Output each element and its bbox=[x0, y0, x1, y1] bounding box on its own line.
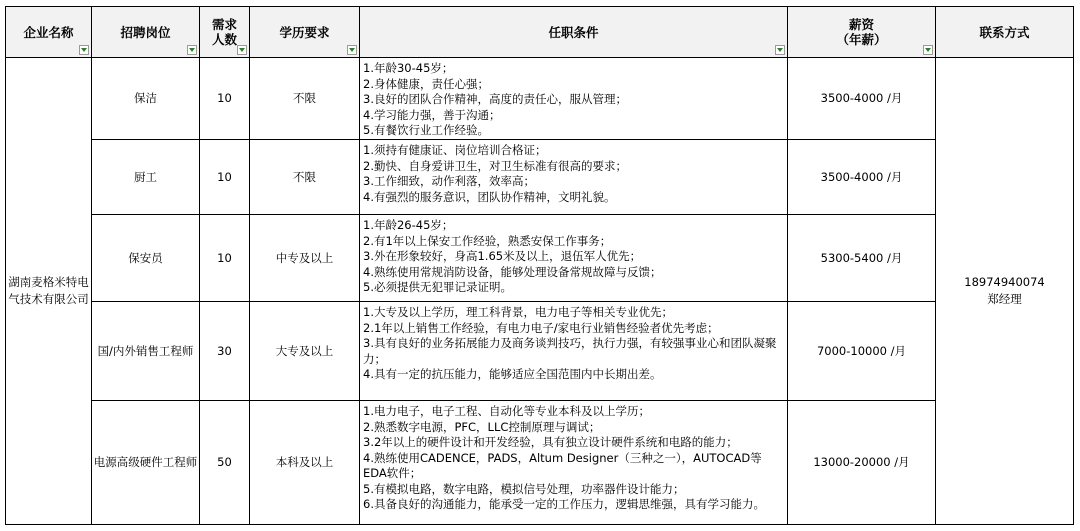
requirement-line: 2.1年以上销售工作经验，有电力电子/家电行业销售经验者优先考虑； bbox=[363, 320, 719, 335]
contact-phone: 18974940074 bbox=[964, 275, 1045, 289]
header-requirements-label: 任职条件 bbox=[548, 24, 599, 40]
filter-dropdown-headcount-icon[interactable] bbox=[237, 45, 247, 55]
requirement-line: 3.良好的团队合作精神，高度的责任心，服从管理； bbox=[363, 92, 627, 106]
requirement-line: 1.年龄30-45岁； bbox=[363, 61, 454, 75]
requirement-line: 1.电力电子，电子工程、自动化等专业本科及以上学历； bbox=[363, 404, 650, 418]
table-row bbox=[6, 215, 1074, 302]
header-position-label: 招聘岗位 bbox=[120, 24, 171, 40]
position-cell: 电源高级硬件工程师 bbox=[92, 401, 200, 525]
requirement-line: 2.熟悉数字电源，PFC，LLC控制原理与调试； bbox=[363, 419, 601, 434]
requirement-line: 4.熟练使用CADENCE，PADS，Altum Designer（三种之一），AUTOCAD等EDA软件； bbox=[363, 450, 762, 480]
salary-cell: 7000-10000 /月 bbox=[788, 302, 936, 401]
filter-dropdown-company-icon[interactable] bbox=[79, 45, 89, 55]
position-cell: 保安员 bbox=[92, 215, 200, 302]
contact-person: 郑经理 bbox=[987, 292, 1022, 306]
headcount-cell: 10 bbox=[200, 140, 250, 215]
table-row bbox=[6, 401, 1074, 525]
header-requirements bbox=[360, 7, 788, 58]
requirement-line: 4.熟练使用常规消防设备，能够处理设备常规故障与反馈； bbox=[363, 264, 662, 279]
requirement-line: 2.身体健康，责任心强； bbox=[363, 76, 489, 91]
requirement-line: 3.外在形象较好，身高1.65米及以上，退伍军人优先； bbox=[363, 249, 642, 263]
header-headcount bbox=[200, 7, 250, 58]
contact-cell bbox=[936, 58, 1074, 525]
filter-dropdown-requirements-icon[interactable] bbox=[775, 45, 785, 55]
requirement-line: 1.大专及以上学历，理工科背景，电力电子等相关专业优先； bbox=[363, 305, 673, 319]
education-cell: 大专及以上 bbox=[250, 302, 360, 401]
position-cell: 保洁 bbox=[92, 58, 200, 140]
header-headcount-label-2: 人数 bbox=[211, 32, 237, 47]
position-cell: 厨工 bbox=[92, 140, 200, 215]
education-cell: 本科及以上 bbox=[250, 401, 360, 525]
header-company-label: 企业名称 bbox=[23, 24, 74, 40]
headcount-cell: 50 bbox=[200, 401, 250, 525]
requirements-cell bbox=[360, 401, 788, 525]
header-education-label: 学历要求 bbox=[279, 24, 330, 40]
table-row bbox=[6, 302, 1074, 401]
header-contact bbox=[936, 7, 1074, 58]
headcount-cell: 10 bbox=[200, 58, 250, 140]
requirement-line: 2.有1年以上保安工作经验，熟悉安保工作事务； bbox=[363, 233, 612, 248]
requirement-line: 5.有餐饮行业工作经验。 bbox=[363, 123, 489, 137]
requirement-line: 3.具有良好的业务拓展能力及商务谈判技巧，执行力强，有较强事业心和团队凝聚力； bbox=[363, 336, 777, 366]
education-cell: 中专及以上 bbox=[250, 215, 360, 302]
header-education bbox=[250, 7, 360, 58]
salary-cell: 5300-5400 /月 bbox=[788, 215, 936, 302]
requirement-line: 2.勤快、自身爱讲卫生，对卫生标准有很高的要求； bbox=[363, 158, 627, 173]
company-name-cell: 湖南麦格米特电气技术有限公司 bbox=[6, 58, 92, 525]
filter-dropdown-salary-icon[interactable] bbox=[923, 45, 933, 55]
requirements-cell bbox=[360, 302, 788, 401]
requirement-line: 4.有强烈的服务意识，团队协作精神，文明礼貌。 bbox=[363, 189, 616, 204]
header-salary bbox=[788, 7, 936, 58]
filter-dropdown-position-icon[interactable] bbox=[187, 45, 197, 55]
header-company bbox=[6, 7, 92, 58]
headcount-cell: 10 bbox=[200, 215, 250, 302]
header-salary-label-1: 薪资 bbox=[848, 17, 874, 32]
salary-cell: 13000-20000 /月 bbox=[788, 401, 936, 525]
headcount-cell: 30 bbox=[200, 302, 250, 401]
table-row bbox=[6, 58, 1074, 140]
requirement-line: 6.具备良好的沟通能力，能承受一定的工作压力，逻辑思维强，具有学习能力。 bbox=[363, 497, 765, 511]
table-row bbox=[6, 140, 1074, 215]
requirement-line: 5.有模拟电路，数字电路，模拟信号处理，功率器件设计能力； bbox=[363, 481, 685, 496]
requirement-line: 3.工作细致，动作利落，效率高； bbox=[363, 174, 535, 188]
header-position bbox=[92, 7, 200, 58]
education-cell: 不限 bbox=[250, 140, 360, 215]
position-cell: 国/内外销售工程师 bbox=[92, 302, 200, 401]
requirements-cell bbox=[360, 215, 788, 302]
requirement-line: 5.必须提供无犯罪记录证明。 bbox=[363, 280, 512, 294]
requirements-cell bbox=[360, 58, 788, 140]
recruitment-sheet bbox=[5, 6, 1074, 525]
salary-cell: 3500-4000 /月 bbox=[788, 140, 936, 215]
recruitment-table bbox=[5, 6, 1074, 525]
salary-cell: 3500-4000 /月 bbox=[788, 58, 936, 140]
header-row bbox=[6, 7, 1074, 58]
requirements-cell bbox=[360, 140, 788, 215]
requirement-line: 3.2年以上的硬件设计和开发经验，具有独立设计硬件系统和电路的能力； bbox=[363, 435, 738, 449]
requirement-line: 4.学习能力强，善于沟通； bbox=[363, 107, 501, 122]
header-contact-label: 联系方式 bbox=[979, 24, 1030, 40]
header-headcount-label-1: 需求 bbox=[211, 17, 237, 32]
requirement-line: 1.须持有健康证、岗位培训合格证； bbox=[363, 143, 547, 157]
requirement-line: 4.具有一定的抗压能力，能够适应全国范围内中长期出差。 bbox=[363, 367, 662, 381]
header-salary-label-2: （年薪） bbox=[836, 32, 887, 47]
filter-dropdown-education-icon[interactable] bbox=[347, 45, 357, 55]
education-cell: 不限 bbox=[250, 58, 360, 140]
requirement-line: 1.年龄26-45岁； bbox=[363, 218, 454, 232]
